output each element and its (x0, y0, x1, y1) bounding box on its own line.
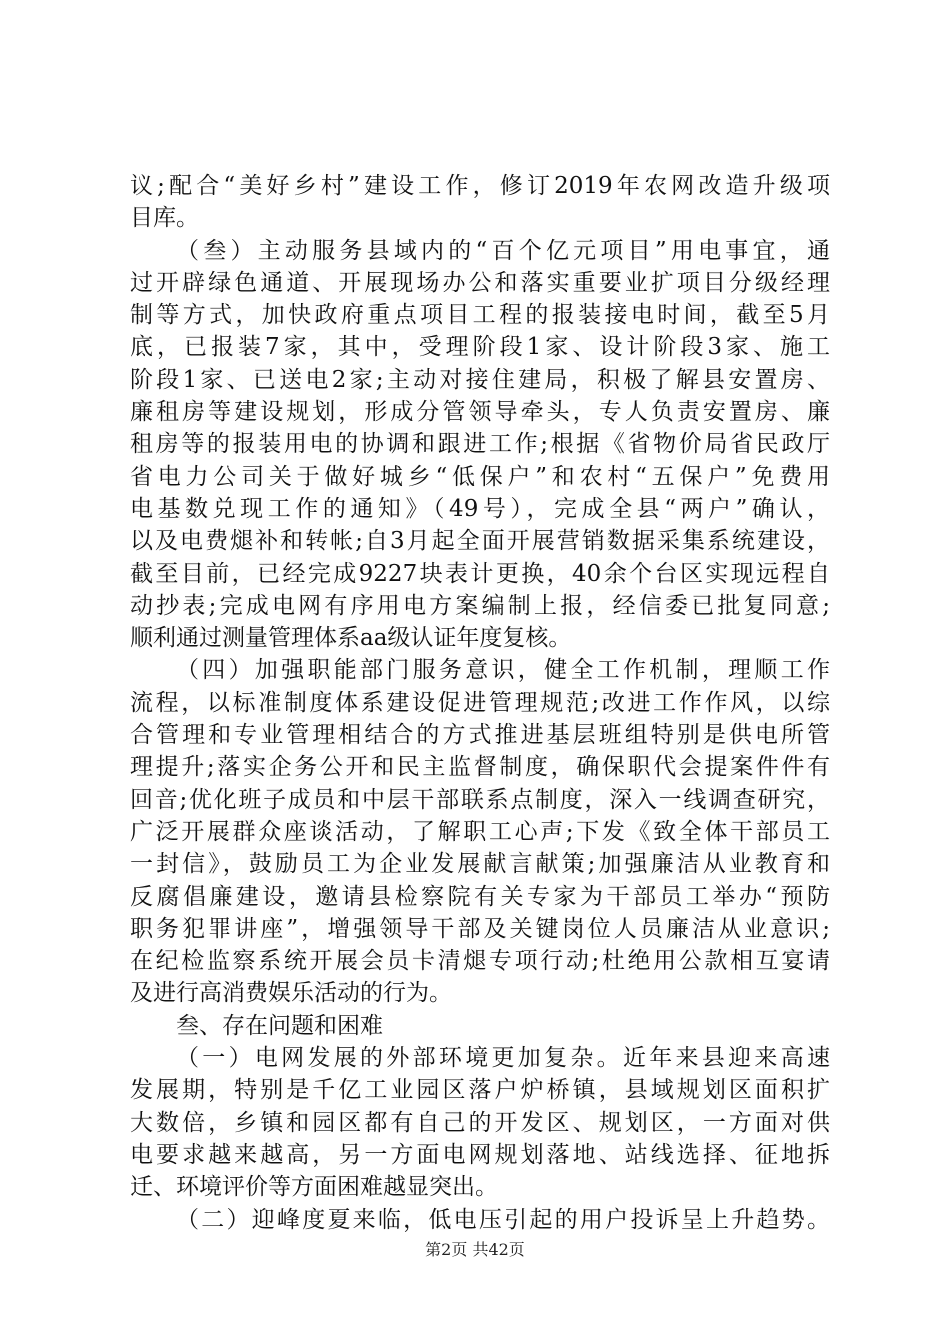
text-line: 阶段1家、已送电2家;主动对接住建局，积极了解县安置房、 (130, 366, 830, 393)
text-line: 议;配合“美好乡村”建设工作，修订2019年农网改造升级项 (130, 173, 830, 199)
text-line: 廉租房等建设规划，形成分管领导牵头，专人负责安置房、廉 (130, 399, 830, 426)
text-line: 租房等的报装用电的协调和跟进工作;根据《省物价局省民政厅 (130, 431, 830, 458)
text-line: 合管理和专业管理相结合的方式推进基层班组特别是供电所管 (130, 722, 830, 749)
text-line: 一封信》，鼓励员工为企业发展献言献策;加强廉洁从业教育和 (130, 851, 830, 878)
text-line: 底，已报装7家，其中，受理阶段1家、设计阶段3家、施工 (130, 334, 830, 361)
text-line: 截至目前，已经完成9227块表计更换，40余个台区实现远程自 (130, 560, 830, 587)
text-line: 在纪检监察系统开展会员卡清煺专项行动;杜绝用公款相互宴请 (130, 948, 830, 975)
text-line: 广泛开展群众座谈活动，了解职工心声;下发《致全体干部员工 (130, 818, 830, 845)
text-line: （二）迎峰度夏来临，低电压引起的用户投诉呈上升趋势。 (176, 1206, 830, 1233)
text-line: 及进行高消费娱乐活动的行为。 (130, 980, 452, 1007)
text-line: 理提升;落实企务公开和民主监督制度，确保职代会提案件件有 (130, 754, 830, 781)
document-body (130, 170, 830, 1236)
text-line: 反腐倡廉建设，邀请县检察院有关专家为干部员工举办“预防 (130, 883, 830, 910)
text-line: 电要求越来越高，另一方面电网规划落地、站线选择、征地拆 (130, 1141, 830, 1168)
text-line: 制等方式，加快政府重点项目工程的报装接电时间，截至5月 (130, 302, 830, 329)
text-line: 大数倍，乡镇和园区都有自己的开发区、规划区，一方面对供 (130, 1109, 830, 1136)
text-line: 发展期，特别是千亿工业园区落户炉桥镇，县域规划区面积扩 (130, 1077, 830, 1104)
text-line: 省电力公司关于做好城乡“低保户”和农村“五保户”免费用 (130, 463, 830, 490)
text-line: （一）电网发展的外部环境更加复杂。近年来县迎来高速 (176, 1045, 830, 1072)
text-line: 顺利通过测量管理体系aa级认证年度复核。 (130, 625, 572, 652)
text-line: 流程，以标准制度体系建设促进管理规范;改进工作作风，以综 (130, 689, 830, 716)
text-line: 以及电费煺补和转帐;自3月起全面开展营销数据采集系统建设， (130, 528, 830, 555)
page-footer: 第2页 共42页 (425, 1240, 525, 1259)
text-line: 过开辟绿色通道、开展现场办公和落实重要业扩项目分级经理 (130, 269, 830, 296)
text-line: （四）加强职能部门服务意识，健全工作机制，理顺工作 (176, 657, 830, 684)
text-line: 目库。 (130, 205, 199, 232)
text-line: 迁、环境评价等方面困难越显突出。 (130, 1174, 498, 1201)
text-line: 电基数兑现工作的通知》（49号），完成全县“两户”确认， (130, 495, 830, 522)
text-line: 动抄表;完成电网有序用电方案编制上报，经信委已批复同意; (130, 592, 830, 619)
text-line: 回音;优化班子成员和中层干部联系点制度，深入一线调查研究， (130, 786, 830, 813)
text-line: （叁）主动服务县域内的“百个亿元项目”用电事宜，通 (176, 237, 830, 264)
text-line: 叁、存在问题和困难 (176, 1012, 383, 1039)
text-line: 职务犯罪讲座”，增强领导干部及关键岗位人员廉洁从业意识; (130, 915, 830, 942)
